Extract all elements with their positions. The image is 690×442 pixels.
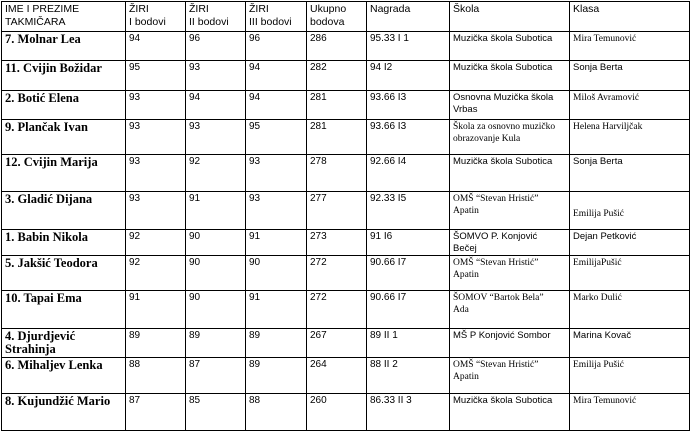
school: MŠ P Konjović Sombor xyxy=(450,329,570,358)
contestant-name: 7. Molnar Lea xyxy=(2,32,126,61)
juror-3-score: 91 xyxy=(246,291,307,329)
total-score: 272 xyxy=(307,291,367,329)
award: 95.33 I 1 xyxy=(367,32,450,61)
total-score: 272 xyxy=(307,256,367,291)
contestant-name: 8. Kujundžić Mario xyxy=(2,394,126,431)
contestant-name: 1. Babin Nikola xyxy=(2,230,126,256)
juror-3-score: 94 xyxy=(246,91,307,120)
juror-3-score: 88 xyxy=(246,394,307,431)
contestant-name: 5. Jakšić Teodora xyxy=(2,256,126,291)
juror-1-score: 92 xyxy=(126,230,186,256)
teacher: Mira Temunović xyxy=(570,32,690,61)
header-name: IME I PREZIME TAKMIČARA xyxy=(2,2,126,32)
school: Muzička škola Subotica xyxy=(450,61,570,91)
juror-3-score: 93 xyxy=(246,192,307,230)
juror-1-score: 89 xyxy=(126,329,186,358)
award: 88 II 2 xyxy=(367,358,450,394)
juror-2-score: 92 xyxy=(186,155,246,192)
school: OMŠ “Stevan Hristić” Apatin xyxy=(450,256,570,291)
teacher: EmilijaPušić xyxy=(570,256,690,291)
juror-2-score: 91 xyxy=(186,192,246,230)
table-row xyxy=(2,394,690,431)
award: 92.33 I5 xyxy=(367,192,450,230)
teacher: Sonja Berta xyxy=(570,155,690,192)
school: Muzička škola Subotica xyxy=(450,155,570,192)
total-score: 282 xyxy=(307,61,367,91)
school: Škola za osnovno muzičko obrazovanje Kula xyxy=(450,120,570,155)
award: 93.66 I3 xyxy=(367,91,450,120)
juror-2-score: 90 xyxy=(186,230,246,256)
teacher: Emilija Pušić xyxy=(570,358,690,394)
table-row xyxy=(2,61,690,91)
header-class: Klasa xyxy=(570,2,690,32)
juror-2-score: 93 xyxy=(186,61,246,91)
contestant-name: 2. Botić Elena xyxy=(2,91,126,120)
juror-2-score: 93 xyxy=(186,120,246,155)
teacher: Dejan Petković xyxy=(570,230,690,256)
juror-1-score: 88 xyxy=(126,358,186,394)
juror-1-score: 93 xyxy=(126,192,186,230)
header-total: Ukupno bodova xyxy=(307,2,367,32)
juror-3-score: 91 xyxy=(246,230,307,256)
juror-2-score: 94 xyxy=(186,91,246,120)
table-row xyxy=(2,256,690,291)
table-row xyxy=(2,358,690,394)
table-row xyxy=(2,230,690,256)
contestant-name: 10. Tapai Ema xyxy=(2,291,126,329)
school: Muzička škola Subotica xyxy=(450,32,570,61)
teacher: Sonja Berta xyxy=(570,61,690,91)
juror-2-score: 85 xyxy=(186,394,246,431)
contestant-name: 12. Cvijin Marija xyxy=(2,155,126,192)
header-juror-2: ŽIRI II bodovi xyxy=(186,2,246,32)
juror-3-score: 96 xyxy=(246,32,307,61)
school: OMŠ “Stevan Hristić” Apatin xyxy=(450,358,570,394)
teacher: Marina Kovač xyxy=(570,329,690,358)
juror-3-score: 89 xyxy=(246,329,307,358)
juror-3-score: 94 xyxy=(246,61,307,91)
award: 89 II 1 xyxy=(367,329,450,358)
total-score: 273 xyxy=(307,230,367,256)
school: Osnovna Muzička škola Vrbas xyxy=(450,91,570,120)
teacher: Mira Temunović xyxy=(570,394,690,431)
total-score: 264 xyxy=(307,358,367,394)
contestant-name: 6. Mihaljev Lenka xyxy=(2,358,126,394)
header-award: Nagrada xyxy=(367,2,450,32)
header-school: Škola xyxy=(450,2,570,32)
header-juror-1: ŽIRI I bodovi xyxy=(126,2,186,32)
total-score: 281 xyxy=(307,120,367,155)
contestant-name: 9. Plančak Ivan xyxy=(2,120,126,155)
juror-1-score: 91 xyxy=(126,291,186,329)
school: OMŠ “Stevan Hristić” Apatin xyxy=(450,192,570,230)
juror-3-score: 89 xyxy=(246,358,307,394)
juror-3-score: 95 xyxy=(246,120,307,155)
juror-1-score: 92 xyxy=(126,256,186,291)
header-row xyxy=(2,2,690,32)
table-row xyxy=(2,192,690,230)
award: 91 I6 xyxy=(367,230,450,256)
juror-1-score: 95 xyxy=(126,61,186,91)
table-row xyxy=(2,32,690,61)
juror-2-score: 96 xyxy=(186,32,246,61)
table-row xyxy=(2,155,690,192)
teacher: Helena Harviljčak xyxy=(570,120,690,155)
teacher: Marko Dulić xyxy=(570,291,690,329)
award: 90.66 I7 xyxy=(367,256,450,291)
juror-3-score: 93 xyxy=(246,155,307,192)
total-score: 286 xyxy=(307,32,367,61)
juror-1-score: 93 xyxy=(126,91,186,120)
contestant-name: 11. Cvijin Božidar xyxy=(2,61,126,91)
juror-2-score: 90 xyxy=(186,256,246,291)
table-row xyxy=(2,120,690,155)
contestant-name: 4. Djurdjević Strahinja xyxy=(2,329,126,358)
award: 86.33 II 3 xyxy=(367,394,450,431)
school: ŠOMOV “Bartok Bela” Ada xyxy=(450,291,570,329)
teacher: Emilija Pušić xyxy=(570,192,690,230)
total-score: 278 xyxy=(307,155,367,192)
award: 93.66 I3 xyxy=(367,120,450,155)
header-juror-3: ŽIRI III bodovi xyxy=(246,2,307,32)
table-row xyxy=(2,91,690,120)
total-score: 267 xyxy=(307,329,367,358)
contestant-name: 3. Gladić Dijana xyxy=(2,192,126,230)
juror-2-score: 87 xyxy=(186,358,246,394)
teacher: Miloš Avramović xyxy=(570,91,690,120)
award: 90.66 I7 xyxy=(367,291,450,329)
total-score: 260 xyxy=(307,394,367,431)
award: 94 I2 xyxy=(367,61,450,91)
juror-2-score: 89 xyxy=(186,329,246,358)
table-row xyxy=(2,329,690,358)
school: ŠOMVO P. Konjović Bečej xyxy=(450,230,570,256)
award: 92.66 I4 xyxy=(367,155,450,192)
results-table xyxy=(1,1,690,431)
juror-1-score: 93 xyxy=(126,120,186,155)
total-score: 281 xyxy=(307,91,367,120)
total-score: 277 xyxy=(307,192,367,230)
juror-1-score: 94 xyxy=(126,32,186,61)
juror-2-score: 90 xyxy=(186,291,246,329)
juror-1-score: 93 xyxy=(126,155,186,192)
school: Muzička škola Subotica xyxy=(450,394,570,431)
juror-3-score: 90 xyxy=(246,256,307,291)
table-row xyxy=(2,291,690,329)
juror-1-score: 87 xyxy=(126,394,186,431)
